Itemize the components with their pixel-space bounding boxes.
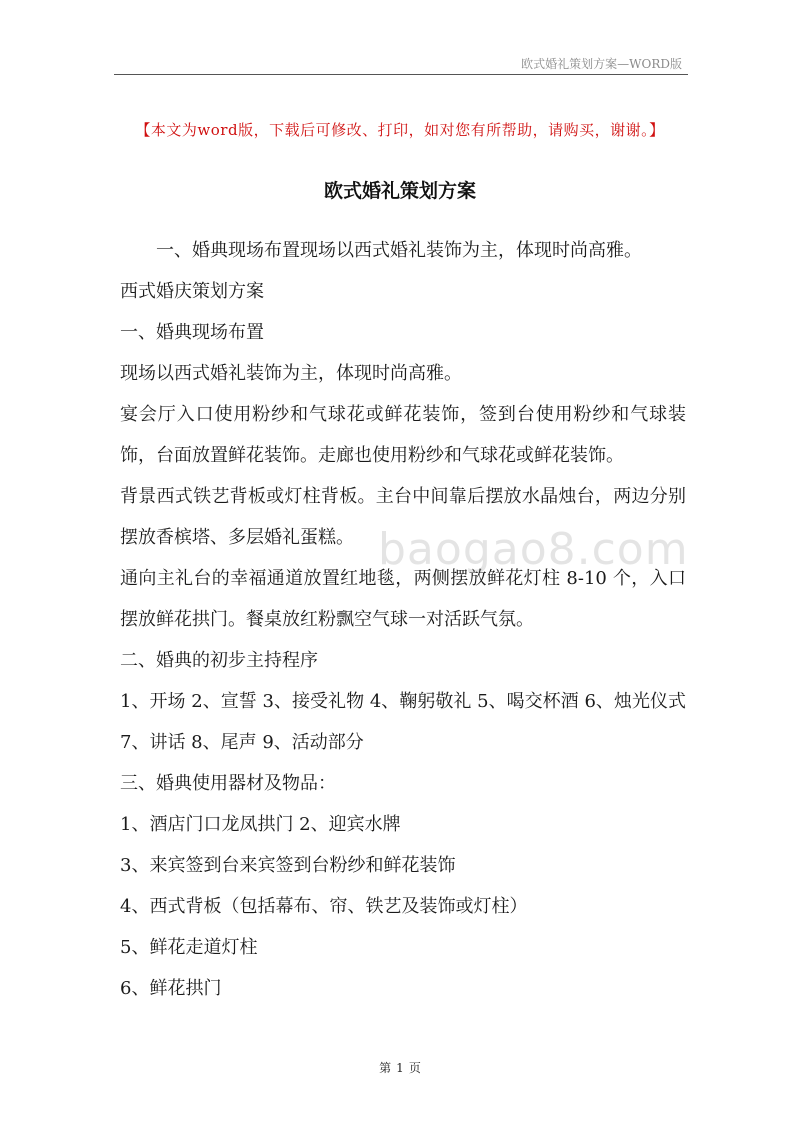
page-number: 1 [396,1061,404,1075]
section-heading: 二、婚典的初步主持程序 [120,650,318,671]
section-heading: 一、婚典现场布置 [120,322,264,343]
paragraph: 通向主礼台的幸福通道放置红地毯，两侧摆放鲜花灯柱 8-10 个，入口摆放鲜花拱门。餐桌放红粉飘空气球一对活跃气氛。 [120,568,686,630]
document-title: 欧式婚礼策划方案 [323,180,476,202]
page-suffix: 页 [408,1061,421,1075]
section-heading: 三、婚典使用器材及物品： [120,773,336,794]
paragraph: 背景西式铁艺背板或灯柱背板。主台中间靠后摆放水晶烛台，两边分别摆放香槟塔、多层婚礼蛋糕。 [120,486,686,548]
list-item: 3、来宾签到台来宾签到台粉纱和鲜花装饰 [120,855,456,876]
watermark: baogao8.com [378,524,689,575]
paragraph: 一、婚典现场布置现场以西式婚礼装饰为主，体现时尚高雅。 [156,240,642,261]
header-divider [114,74,688,75]
document-body [120,230,686,1009]
paragraph: 现场以西式婚礼装饰为主，体现时尚高雅。 [120,363,462,384]
list-item: 6、鲜花拱门 [120,978,222,999]
list-item: 5、鲜花走道灯柱 [120,937,258,958]
page-prefix: 第 [379,1061,392,1075]
page-footer [0,1059,800,1076]
paragraph: 宴会厅入口使用粉纱和气球花或鲜花装饰，签到台使用粉纱和气球装饰，台面放置鲜花装饰。走廊也使用粉纱和气球花或鲜花装饰。 [120,404,686,466]
running-header: 欧式婚礼策划方案—WORD版 [521,57,682,71]
list-item: 1、酒店门口龙凤拱门 2、迎宾水牌 [120,814,401,835]
download-notice: 【本文为word版，下载后可修改、打印，如对您有所帮助，请购买，谢谢。】 [135,121,665,139]
paragraph: 西式婚庆策划方案 [120,281,264,302]
paragraph: 1、开场 2、宣誓 3、接受礼物 4、鞠躬敬礼 5、喝交杯酒 6、烛光仪式 7、讲话 8、尾声 9、活动部分 [120,691,686,753]
list-item: 4、西式背板（包括幕布、帘、铁艺及装饰或灯柱） [120,896,528,917]
